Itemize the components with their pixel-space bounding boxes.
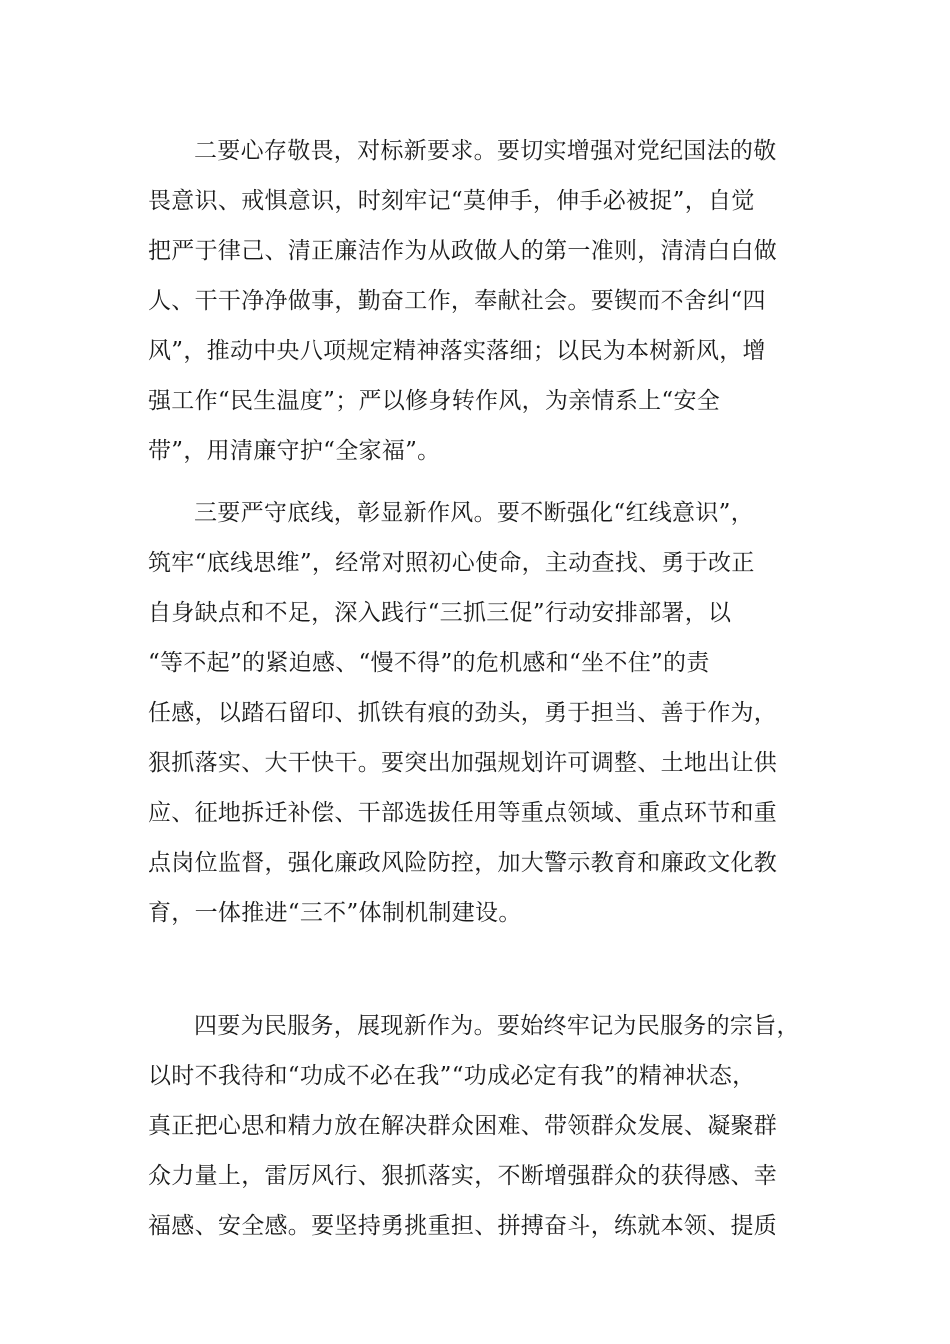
text-line: 三要严守底线，彰显新作风。要不断强化“红线意识”，	[194, 500, 755, 526]
paragraph-serve-people	[148, 1001, 808, 1251]
text-line: 带”，用清廉守护“全家福”。	[148, 438, 441, 464]
text-line: 真正把心思和精力放在解决群众困难、带领群众发展、凝聚群	[148, 1113, 778, 1139]
text-line: 自身缺点和不足，深入践行“三抓三促”行动安排部署，以	[148, 600, 732, 626]
text-line: 筑牢“底线思维”，经常对照初心使命，主动查找、勇于改正	[148, 550, 755, 576]
text-line: 育，一体推进“三不”体制机制建设。	[148, 900, 522, 926]
paragraph-bottom-line	[148, 488, 808, 938]
text-line: 二要心存敬畏，对标新要求。要切实增强对党纪国法的敬	[194, 138, 777, 164]
text-line: 点岗位监督，强化廉政风险防控，加大警示教育和廉政文化教	[148, 850, 778, 876]
text-line: 风”，推动中央八项规定精神落实落细；以民为本树新风，增	[148, 338, 766, 364]
paragraph-discipline	[148, 126, 808, 476]
text-line: 福感、安全感。要坚持勇挑重担、拼搏奋斗，练就本领、提质	[148, 1213, 778, 1239]
text-line: 强工作“民生温度”；严以修身转作风，为亲情系上“安全	[148, 388, 721, 414]
text-line: 以时不我待和“功成不必在我”“功成必定有我”的精神状态，	[148, 1063, 756, 1089]
text-line: 众力量上，雷厉风行、狠抓落实，不断增强群众的获得感、幸	[148, 1163, 778, 1189]
text-line: 畏意识、戒惧意识，时刻牢记“莫伸手，伸手必被捉”，自觉	[148, 188, 755, 214]
text-line: 把严于律己、清正廉洁作为从政做人的第一准则，清清白白做	[148, 238, 778, 264]
text-line: “等不起”的紧迫感、“慢不得”的危机感和“坐不住”的责	[148, 650, 710, 676]
text-line: 应、征地拆迁补偿、干部选拔任用等重点领域、重点环节和重	[148, 800, 778, 826]
text-line: 四要为民服务，展现新作为。要始终牢记为民服务的宗旨，	[194, 1013, 800, 1039]
text-line: 任感，以踏石留印、抓铁有痕的劲头，勇于担当、善于作为，	[148, 700, 778, 726]
text-line: 狠抓落实、大干快干。要突出加强规划许可调整、土地出让供	[148, 750, 778, 776]
text-line: 人、干干净净做事，勤奋工作，奉献社会。要锲而不舍纠“四	[148, 288, 766, 314]
